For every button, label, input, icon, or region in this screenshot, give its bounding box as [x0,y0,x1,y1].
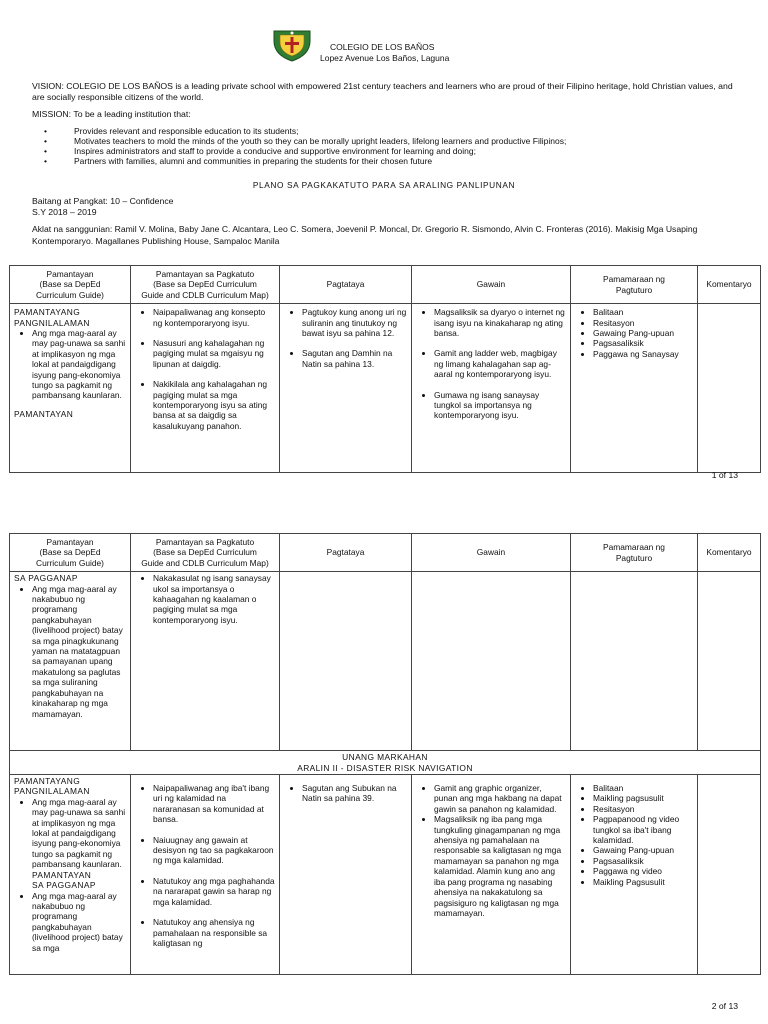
gawain-list [416,307,566,421]
pamamaraan-list [575,307,693,359]
pagkatuto-cell [131,304,280,473]
pamantayan-list [14,328,126,401]
list-item: • Resitasyon [593,318,693,328]
pamantayan-list [14,584,126,719]
pamantayan-cell [10,304,131,473]
school-header [320,42,520,64]
pagtataya-list [284,783,407,804]
quarter-title: UNANG MARKAHAN [342,752,428,763]
school-logo [272,27,312,63]
list-item: • Magsaliksik ng iba pang mga tungkuling ginagampanan ng mga ahensiya ng pamahalaan na responsable sa kaligtasan ng mga mamamayan sa panahon ng mga kalamidad. Alamin kung ano ang iba pang programa ng nasabing ahensiya na nakakatulong sa pagsisiguro ng kaligtasan ng mga mamamayan. [434,814,566,918]
list-item: • Nasusuri ang kahalagahan ng pagiging mulat sa mgaisyu ng lipunan at daigdig. [153,338,275,369]
quarter-row [10,751,761,775]
pagkatuto-list [135,783,275,948]
komentaryo-cell [698,775,761,975]
column-header: Pamamaraan ng Pagtuturo [571,534,698,572]
pamantayan-label: PAMANTAYANG PANGNILALAMAN [14,307,90,328]
list-item: • Balitaan [593,307,693,317]
list-item: • Paggawa ng Sanaysay [593,349,693,359]
mission-intro: MISSION: To be a leading institution that: [32,109,191,119]
gawain-cell [412,572,571,751]
column-header: Pagtataya [280,534,412,572]
komentaryo-cell [698,572,761,751]
column-header: Pamantayan sa Pagkatuto (Base sa DepEd Curriculum Guide and CDLB Curriculum Map) [131,266,280,304]
pamantayan-label: SA PAGGANAP [14,573,78,584]
mission-item: • Motivates teachers to mold the minds of the youth so they can be morally upright leaders, lifelong learners and productive Filipinos; [44,136,744,146]
pamamaraan-cell [571,304,698,473]
lesson-plan-table-page1 [9,265,761,473]
pamantayan-label: PAMANTAYAN SA PAGGANAP [32,869,96,891]
list-item: • Magsaliksik sa dyaryo o internet ng isang isyu na kinakaharap ng ating bansa. [434,307,566,338]
column-header: Pamamaraan ng Pagtuturo [571,266,698,304]
page-number: 2 of 13 [711,1001,738,1011]
list-item: • Ang mga mag-aaral ay nakabubuo ng programang pangkabuhayan (livelihood project) batay sa mga pinagkukunang yaman na matatagpuan sa pamayanan upang makatulong sa paglutas sa mga suliraning pangkabuhayan na kinakaharap ng mga mamamayan. [32,584,126,719]
table-row [10,304,761,473]
pagtataya-list [284,307,407,369]
column-header: Pamantayan (Base sa DepEd Curriculum Guide) [10,534,131,572]
pamantayan-label: PAMANTAYAN [14,408,74,419]
list-item: • Ang mga mag-aaral ay may pag-unawa sa sanhi at implikasyon ng mga lokal at pandaigdigang isyung pang-ekonomiya tungo sa pagkamit ng pambansang kaunlaran. [32,797,126,870]
gawain-cell [412,304,571,473]
quarter-cell [10,751,761,775]
list-item: • Naipapaliwanag ang iba't ibang uri ng kalamidad na nararanasan sa komunidad at bansa. [153,783,275,825]
pamantayan-list [14,797,126,870]
table-header-row [10,534,761,572]
pagkatuto-list [135,573,275,625]
list-item: • Pagpapanood ng video tungkol sa iba't ibang kalamidad. [593,814,693,845]
plan-title: PLANO SA PAGKAKATUTO PARA SA ARALING PANLIPUNAN [252,180,516,190]
list-item: • Ang mga mag-aaral ay may pag-unawa sa sanhi at implikasyon ng mga lokal at pandaigdigang isyung pang-ekonomiya tungo sa pagkamit ng pambansang kaunlaran. [32,328,126,401]
pamantayan-cell [10,775,131,975]
mission-item: • Partners with families, alumni and communities in preparing the students for their chosen future [44,156,744,166]
column-header: Komentaryo [698,266,761,304]
list-item: • Natutukoy ang ahensiya ng pamahalaan na responsible sa kaligtasan ng [153,917,275,948]
table-row [10,775,761,975]
pamamaraan-list [575,783,693,887]
komentaryo-cell [698,304,761,473]
pagtataya-cell [280,572,412,751]
school-address: Lopez Avenue Los Baños, Laguna [320,53,450,63]
gawain-list [416,783,566,918]
list-item: • Natutukoy ang mga paghahanda na nararapat gawin sa harap ng mga kalamidad. [153,876,275,907]
pamamaraan-cell [571,572,698,751]
list-item: • Sagutan ang Subukan na Natin sa pahina 39. [302,783,407,804]
pagtataya-cell [280,304,412,473]
school-year: S.Y 2018 – 2019 [32,207,97,217]
pagkatuto-list [135,307,275,431]
reference-text: Aklat na sanggunian: Ramil V. Molina, Baby Jane C. Alcantara, Leo C. Somera, Joevenil P. Moncal, Dr. Gregorio R. Sismondo, Alvin C. Fronteras (2016). Makisig Mga Usaping Kontemporaryo. Magallanes Publishing House, Sampaloc Manila [32,224,698,246]
pagkatuto-cell [131,775,280,975]
column-header: Pagtataya [280,266,412,304]
list-item: • Gumawa ng isang sanaysay tungkol sa importansya ng kontemporaryong isyu. [434,390,566,421]
lesson-plan-table-page2 [9,533,761,975]
list-item: • Pagsasaliksik [593,856,693,866]
mission-item: • Inspires administrators and staff to provide a conducive and supportive environment for learning and doing; [44,146,744,156]
column-header: Pamantayan (Base sa DepEd Curriculum Guide) [10,266,131,304]
column-header: Pamantayan sa Pagkatuto (Base sa DepEd Curriculum Guide and CDLB Curriculum Map) [131,534,280,572]
list-item: • Pagsasaliksik [593,338,693,348]
school-name: COLEGIO DE LOS BAÑOS [330,42,435,52]
list-item: • Pagtukoy kung anong uri ng suliranin ang tinutukoy ng bawat isyu sa pahina 12. [302,307,407,338]
list-item: • Maikling pagsusulit [593,793,693,803]
list-item: • Ang mga mag-aaral ay nakabubuo ng programang pangkabuhayan (livelihood project) batay sa mga [32,891,126,953]
list-item: • Balitaan [593,783,693,793]
pagkatuto-cell [131,572,280,751]
list-item: • Naiuugnay ang gawain at desisyon ng tao sa pagkakaroon ng mga kalamidad. [153,835,275,866]
gawain-cell [412,775,571,975]
mission-item: • Provides relevant and responsible education to its students; [44,126,744,136]
list-item: • Maikling Pagsusulit [593,877,693,887]
list-item: • Paggawa ng video [593,866,693,876]
list-item: • Sagutan ang Damhin na Natin sa pahina 13. [302,348,407,369]
list-item: • Gawaing Pang-upuan [593,328,693,338]
table-row [10,572,761,751]
pamamaraan-cell [571,775,698,975]
pamantayan-list [14,891,126,953]
column-header: Gawain [412,534,571,572]
table-header-row [10,266,761,304]
list-item: • Nakakasulat ng isang sanaysay ukol sa importansya o kahaagahan ng kaalaman o pagiging mulat sa mga kontemporaryong isyu. [153,573,275,625]
pamantayan-cell [10,572,131,751]
list-item: • Nakikilala ang kahalagahan ng pagiging mulat sa mga kontemporaryong isyu sa ating bansa at sa daigdig sa kasalukuyang panahon. [153,379,275,431]
list-item: • Naipapaliwanag ang konsepto ng kontemporaryong isyu. [153,307,275,328]
pagtataya-cell [280,775,412,975]
list-item: • Gamit ang ladder web, magbigay ng limang kahalagahan sap ag-aaral ng kontemporaryong isyu. [434,348,566,379]
lesson-title: ARALIN II - DISASTER RISK NAVIGATION [297,762,473,773]
pamantayan-label: PAMANTAYANG PANGNILALAMAN [14,776,90,797]
column-header: Gawain [412,266,571,304]
list-item: • Resitasyon [593,804,693,814]
mission-list [44,126,744,166]
page-number: 1 of 13 [711,470,738,480]
list-item: • Gawaing Pang-upuan [593,845,693,855]
column-header: Komentaryo [698,534,761,572]
grade-section: Baitang at Pangkat: 10 – Confidence [32,196,174,206]
vision-statement: VISION: COLEGIO DE LOS BAÑOS is a leading private school with empowered 21st century teachers and learners who are proud of their Filipino heritage, hold Christian values, and are socially responsible citizens of the world. [32,81,733,102]
list-item: • Gamit ang graphic organizer, punan ang mga hakbang na dapat gawin sa panahon ng kalamidad. [434,783,566,814]
